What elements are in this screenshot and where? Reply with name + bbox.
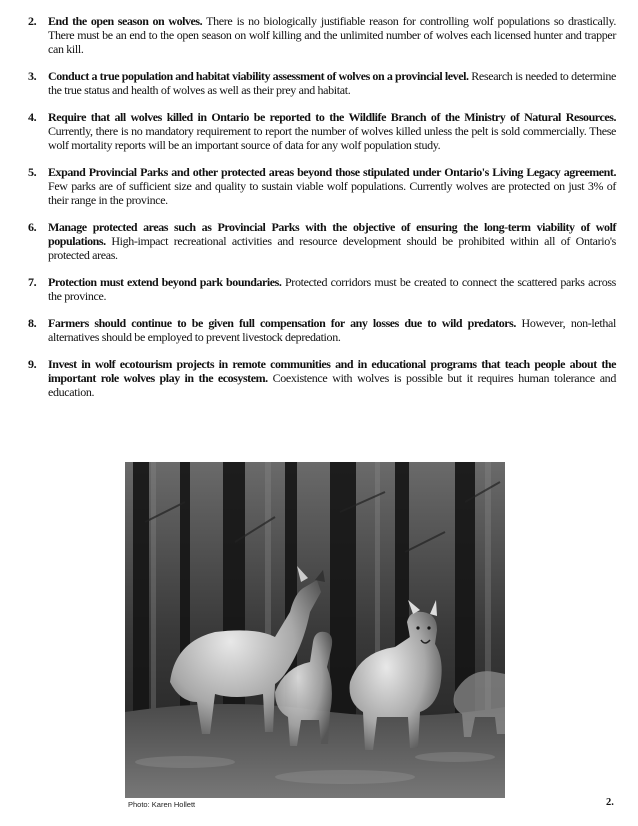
item-number: 9. bbox=[28, 357, 37, 371]
recommendation-item bbox=[28, 69, 616, 97]
item-number: 2. bbox=[28, 14, 37, 28]
recommendation-item bbox=[28, 110, 616, 152]
item-body: Few parks are of sufficient size and quality to sustain viable wolf populations. Currently wolves are protected on just 3% of their range in the province. bbox=[48, 179, 616, 207]
item-heading: Conduct a true population and habitat viability assessment of wolves on a provincial level. bbox=[48, 69, 469, 83]
item-heading: End the open season on wolves. bbox=[48, 14, 203, 28]
photo-credit: Photo: Karen Hollett bbox=[128, 800, 196, 809]
item-number: 8. bbox=[28, 316, 37, 330]
item-body: Coexistence with wolves is possible but it requires human tolerance and education. bbox=[48, 371, 616, 399]
item-heading: Farmers should continue to be given full compensation for any losses due to wild predators. bbox=[48, 316, 516, 330]
item-number: 3. bbox=[28, 69, 37, 83]
recommendation-list bbox=[28, 14, 616, 412]
wolves-photo bbox=[125, 462, 505, 798]
item-heading: Protection must extend beyond park boundaries. bbox=[48, 275, 282, 289]
item-body: There is no biologically justifiable reason for controlling wolf populations so drastically. There must be an end to the open season on wolf killing and the unlimited number of wolves each licensed hunter and trapper can kill. bbox=[48, 14, 616, 56]
item-body: Currently, there is no mandatory requirement to report the number of wolves killed unless the pelt is sold commercially. These wolf mortality reports will be an important source of data for any wolf population study. bbox=[48, 124, 616, 152]
item-number: 7. bbox=[28, 275, 37, 289]
item-number: 5. bbox=[28, 165, 37, 179]
recommendation-item bbox=[28, 220, 616, 262]
item-heading: Invest in wolf ecotourism projects in remote communities and in educational programs that teach people about the important role wolves play in the ecosystem. bbox=[48, 357, 616, 385]
recommendation-item bbox=[28, 316, 616, 344]
item-heading: Expand Provincial Parks and other protected areas beyond those stipulated under Ontario's Living Legacy agreement. bbox=[48, 165, 616, 179]
recommendation-item bbox=[28, 357, 616, 399]
item-body: High-impact recreational activities and resource development should be prohibited within all of Ontario's protected areas. bbox=[48, 234, 617, 262]
item-body: However, non-lethal alternatives should be employed to prevent livestock depredation. bbox=[48, 316, 616, 344]
item-heading: Manage protected areas such as Provincial Parks with the objective of ensuring the long-term viability of wolf populations. bbox=[48, 220, 616, 248]
item-heading: Require that all wolves killed in Ontario be reported to the Wildlife Branch of the Ministry of Natural Resources. bbox=[48, 110, 616, 124]
item-number: 4. bbox=[28, 110, 37, 124]
page-number: 2. bbox=[606, 797, 614, 808]
recommendation-item bbox=[28, 14, 616, 56]
recommendation-item bbox=[28, 165, 616, 207]
item-body: Research is needed to determine the true status and health of wolves as well as their prey and habitat. bbox=[48, 69, 617, 97]
wolves-howling-illustration bbox=[125, 462, 505, 798]
item-body: Protected corridors must be created to connect the scattered parks across the province. bbox=[48, 275, 616, 303]
item-number: 6. bbox=[28, 220, 37, 234]
recommendation-item bbox=[28, 275, 616, 303]
